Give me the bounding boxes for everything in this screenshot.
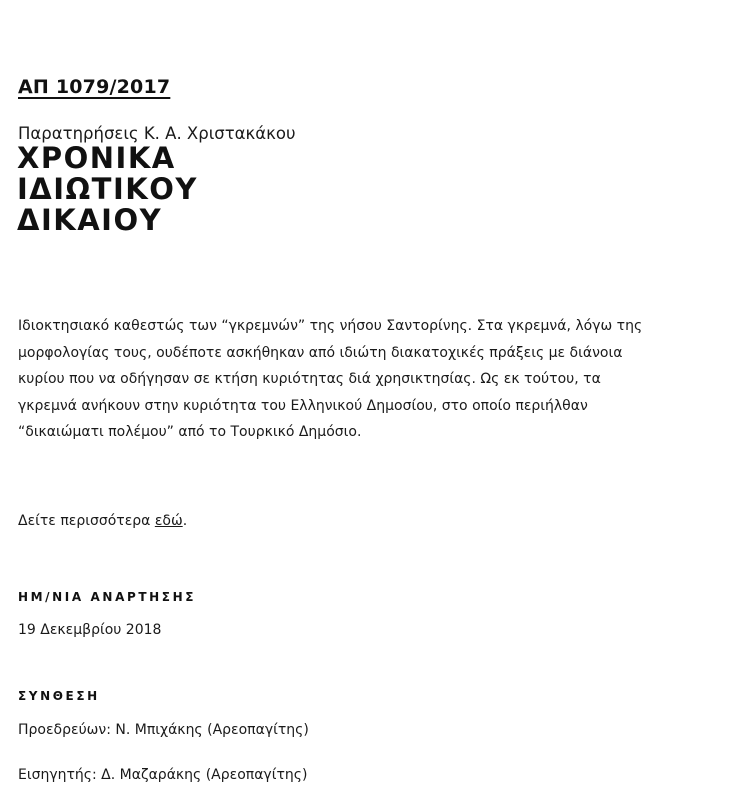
posting-date-value: 19 Δεκεμβρίου 2018: [18, 622, 162, 638]
case-summary: [18, 313, 718, 446]
see-more-text: [18, 513, 187, 529]
posting-date-label: ΗΜ/ΝΙΑ ΑΝΑΡΤΗΣΗΣ: [18, 590, 197, 604]
journal-title-line: ΔΙΚΑΙΟΥ: [17, 203, 163, 237]
see-more-prefix: Δείτε περισσότερα: [18, 513, 155, 529]
summary-line: κυρίου που να οδήγησαν σε κτήση κυριότητας διά χρησικτησίας. Ως εκ τούτου, τα: [18, 371, 601, 387]
summary-line: μορφολογίας τους, ουδέποτε ασκήθηκαν από ιδιώτη διακατοχικές πράξεις με διάνοια: [18, 344, 623, 361]
see-more-suffix: .: [182, 513, 188, 529]
summary-line: Ιδιοκτησιακό καθεστώς των “γκρεμνών” της νήσου Σαντορίνης. Στα γκρεμνά, λόγω της: [18, 318, 643, 334]
composition-member: Εισηγητής: Δ. Μαζαράκης (Αρεοπαγίτης): [18, 767, 308, 783]
journal-title-line: ΙΔΙΩΤΙΚΟΥ: [17, 172, 198, 206]
journal-title: [17, 143, 198, 236]
summary-line: γκρεμνά ανήκουν στην κυριότητα του Ελληνικού Δημοσίου, στο οποίο περιήλθαν: [18, 397, 588, 414]
composition-member: Προεδρεύων: Ν. Μπιχάκης (Αρεοπαγίτης): [18, 722, 309, 738]
journal-title-line: ΧΡΟΝΙΚΑ: [17, 141, 176, 175]
composition-label: ΣΥΝΘΕΣΗ: [18, 689, 100, 703]
summary-line: “δικαιώματι πολέμου” από το Τουρκικό Δημόσιο.: [18, 424, 362, 440]
see-more-link[interactable]: εδώ: [154, 513, 183, 529]
case-number-heading: ΑΠ 1079/2017: [18, 76, 171, 98]
observations-author: Παρατηρήσεις Κ. Α. Χριστακάκου: [18, 124, 296, 143]
